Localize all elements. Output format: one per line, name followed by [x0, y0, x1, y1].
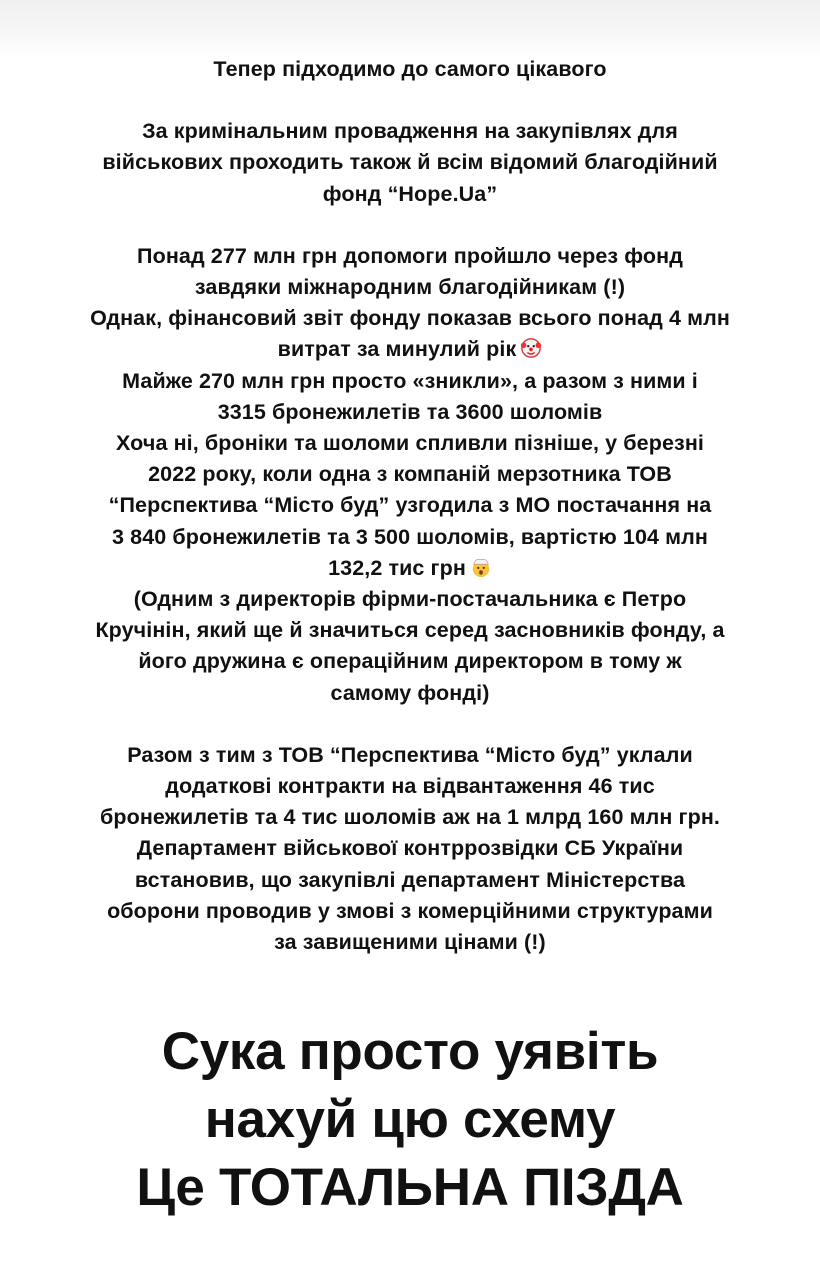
para1-line: фонд “Hope.Ua” [322, 181, 498, 206]
para2-line: (Одним з директорів фірми-постачальника є Петро [133, 587, 687, 612]
headline-line: Це ТОТАЛЬНА ПІЗДА [136, 1158, 684, 1217]
intro-line: Тепер підходимо до самого цікавого [213, 57, 607, 81]
para1-line: військових проходить також й всім відомий благодійний [102, 150, 718, 175]
para3-line: додаткові контракти на відвантаження 46 тис [165, 774, 655, 799]
spacer [0, 85, 820, 116]
para3-line: оборони проводив у змові з комерційними структурами [107, 898, 713, 923]
para2-line: завдяки міжнародним благодійникам (!) [194, 275, 626, 300]
para2-line: Кручінін, який ще й значиться серед засновників фонду, а [95, 618, 725, 643]
para2-line: 3 840 бронежилетів та 3 500 шоломів, вартістю 104 млн [112, 524, 708, 549]
headline-line: нахуй цю схему [204, 1090, 616, 1149]
headline-line: Сука просто уявіть [161, 1022, 659, 1081]
para2-line: 2022 року, коли одна з компаній мерзотника ТОВ [148, 462, 672, 487]
spacer [0, 210, 820, 241]
para2-line: самому фонді) [330, 680, 490, 705]
para3-line: Департамент військової контррозвідки СБ України [136, 836, 684, 861]
para3-line: бронежилетів та 4 тис шоломів аж на 1 млрд 160 млн грн. [99, 805, 720, 830]
para2-line-with-emoji [0, 334, 820, 365]
para2-line: Понад 277 млн грн допомоги пройшло через фонд [137, 243, 683, 268]
para2-line: 3315 бронежилетів та 3600 шоломів [217, 399, 603, 424]
para2-line: його дружина є операційним директором в тому ж [138, 649, 682, 674]
story-body [0, 54, 820, 958]
para3-line: встановив, що закупівлі департамент Міністерства [134, 867, 686, 892]
para2-line: “Перспектива “Місто буд” узгодила з МО постачання на [108, 493, 712, 518]
para2-line-with-emoji [0, 553, 820, 584]
para2-line: Майже 270 млн грн просто «зникли», а разом з ними і [122, 368, 698, 393]
spacer [0, 709, 820, 740]
para3-line: за завищеними цінами (!) [274, 930, 546, 955]
para2-line: 132,2 тис грн [328, 555, 466, 580]
exploding-head-icon [470, 556, 492, 578]
para2-line: Однак, фінансовий звіт фонду показав всього понад 4 млн [90, 306, 730, 331]
para1-line: За кримінальним провадження на закупівлях для [142, 119, 678, 144]
para2-line: витрат за минулий рік [277, 337, 517, 362]
clown-face-icon [520, 337, 542, 359]
para2-line: Хоча ні, броніки та шоломи спливли пізніше, у березні [116, 431, 704, 456]
para3-line: Разом з тим з ТОВ “Перспектива “Місто буд” уклали [127, 742, 693, 767]
headline [0, 1018, 820, 1222]
